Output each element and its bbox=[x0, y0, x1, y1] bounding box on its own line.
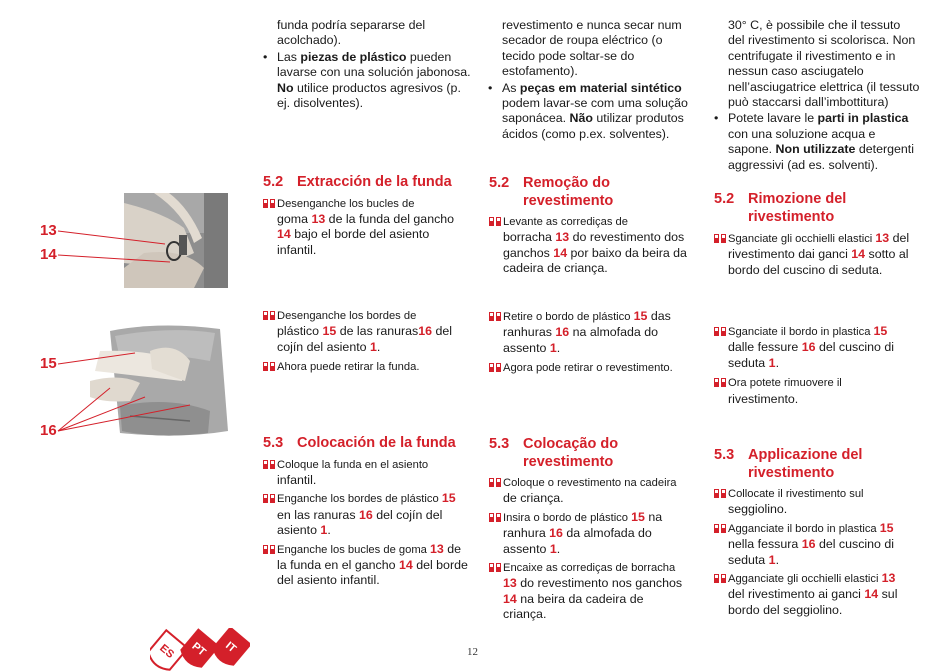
es-bullet-bold: No bbox=[277, 80, 294, 95]
step-text: . bbox=[556, 340, 561, 355]
step-text: na almofada do assento bbox=[503, 325, 659, 355]
step-text: borracha bbox=[503, 230, 556, 245]
step-text: goma bbox=[277, 211, 312, 226]
it-step-unhook-loops bbox=[714, 231, 919, 278]
step-text: del rivestimento ai ganci bbox=[728, 587, 865, 602]
figure-label-15: 15 bbox=[40, 355, 57, 372]
pt-bullet-text: As bbox=[502, 80, 520, 95]
hands-icon bbox=[263, 311, 275, 320]
hands-icon bbox=[714, 489, 726, 498]
step-text: . bbox=[556, 541, 561, 556]
pt-bullet-bold: Não bbox=[569, 111, 593, 126]
es-step-unhook-loops bbox=[263, 196, 463, 259]
lang-tab-label-pt: PT bbox=[189, 640, 208, 659]
figure-label-13: 13 bbox=[40, 222, 57, 239]
part-number: 1 bbox=[370, 339, 377, 354]
step-text: sotto al bordo del cuscino di seduta. bbox=[728, 247, 909, 277]
pt-top-text: revestimento e nunca secar num secador de roupa eléctrico (o tecido pode soltar-se do estofamento). bbox=[502, 18, 682, 79]
pt-heading-5-2 bbox=[489, 175, 694, 210]
part-number: 13 bbox=[503, 576, 517, 591]
es-step-place-cover bbox=[263, 457, 468, 489]
es-step-remove-cover bbox=[263, 359, 473, 375]
hands-icon bbox=[263, 199, 275, 208]
step-text: Sganciate il bordo in plastica bbox=[728, 326, 874, 338]
pt-step-remove-edge bbox=[489, 309, 694, 356]
step-text: da almofada do assento bbox=[503, 526, 652, 556]
part-number: 13 bbox=[875, 231, 890, 245]
step-text: del cojín del asiento bbox=[277, 507, 443, 538]
part-number: 14 bbox=[851, 247, 866, 262]
it-step-unhook-edge bbox=[714, 324, 919, 371]
step-text: do revestimento dos ganchos bbox=[503, 230, 685, 260]
it-step-hook-loops bbox=[714, 571, 914, 618]
pt-bullet-synthetic bbox=[488, 81, 694, 143]
step-text: del cuscino di seduta bbox=[728, 537, 895, 567]
step-text: Sganciate gli occhielli elastici bbox=[728, 233, 876, 245]
step-text: Retire o bordo de plástico bbox=[503, 311, 634, 323]
part-number: 15 bbox=[879, 520, 894, 535]
part-number: 14 bbox=[553, 245, 568, 260]
it-bullet-bold: parti in plastica bbox=[817, 111, 909, 126]
step-text: Desenganche los bordes de bbox=[277, 310, 417, 322]
part-number: 1 bbox=[549, 340, 557, 355]
step-text: do revestimento nos ganchos bbox=[516, 576, 683, 591]
part-number: 16 bbox=[358, 507, 373, 522]
es-heading-5-3 bbox=[263, 435, 478, 453]
it-section-5-3 bbox=[714, 447, 924, 618]
part-number: 14 bbox=[277, 227, 291, 242]
it-section-5-2-b bbox=[714, 324, 919, 407]
part-number: 16 bbox=[801, 537, 816, 552]
heading-number: 5.3 bbox=[263, 435, 284, 451]
leader-lines bbox=[0, 0, 240, 460]
part-number: 1 bbox=[549, 541, 557, 556]
part-number: 1 bbox=[768, 355, 776, 370]
step-text: rivestimento. bbox=[728, 391, 799, 406]
part-number: 15 bbox=[873, 324, 888, 338]
step-text: na ranhura bbox=[503, 509, 663, 541]
step-text: de la funda del gancho bbox=[325, 211, 455, 226]
es-step-hook-loops bbox=[263, 542, 468, 589]
it-bullet-bold: Non utilizzate bbox=[775, 142, 856, 157]
step-text: Enganche los bucles de goma bbox=[277, 543, 430, 556]
step-text: nella fessura bbox=[728, 537, 802, 552]
it-heading-5-2 bbox=[714, 191, 924, 226]
it-heading-5-3 bbox=[714, 447, 924, 482]
step-text: Agganciate gli occhielli elastici bbox=[728, 573, 882, 586]
heading-title: Remoção do revestimento bbox=[523, 175, 614, 209]
es-bullet-text: pueden lavarse con una solución jabonosa. bbox=[277, 49, 471, 80]
step-text: Enganche los bordes de plástico bbox=[277, 493, 442, 506]
es-step-unhook-edges bbox=[263, 308, 473, 355]
page-number: 12 bbox=[467, 646, 478, 658]
hands-icon bbox=[263, 460, 275, 469]
column-pt-top bbox=[502, 18, 694, 142]
step-text: Levante as corrediças de bbox=[503, 216, 629, 228]
heading-title: Rimozione del rivestimento bbox=[748, 191, 847, 225]
step-text: Ora potete rimuovere il bbox=[728, 377, 842, 390]
pt-section-5-2-b bbox=[489, 309, 694, 377]
step-text: del rivestimento dai ganci bbox=[728, 231, 910, 262]
heading-title: Extracción de la funda bbox=[297, 174, 452, 190]
it-bullet-text: con una soluzione acqua e sapone. bbox=[728, 126, 876, 157]
it-section-5-2 bbox=[714, 191, 924, 278]
step-text: Insira o bordo de plástico bbox=[503, 511, 632, 524]
it-step-hook-edge bbox=[714, 521, 914, 568]
heading-title: Applicazione del rivestimento bbox=[748, 447, 863, 481]
es-section-5-2 bbox=[263, 174, 478, 258]
hands-icon bbox=[489, 217, 501, 226]
part-number: 14 bbox=[864, 587, 879, 602]
step-text: dalle fessure bbox=[728, 340, 802, 355]
hands-icon bbox=[714, 327, 726, 336]
part-number: 15 bbox=[322, 324, 337, 339]
pt-step-insert-edge bbox=[489, 510, 689, 557]
it-top-text: 30° C, è possibile che il tessuto del rivestimento si scolorisca. Non centrifugate il rivestimento e in nessun caso asciugatelo nell’asciugatrice elettrica (il tessuto può staccarsi dall’imbottitura) bbox=[728, 18, 920, 110]
heading-title: Colocação do revestimento bbox=[523, 436, 619, 470]
pt-heading-5-3 bbox=[489, 436, 694, 471]
step-text: infantil. bbox=[277, 472, 317, 487]
es-section-5-3 bbox=[263, 435, 478, 589]
step-text: del cuscino di seduta bbox=[728, 340, 895, 370]
hands-icon bbox=[714, 574, 726, 583]
heading-number: 5.2 bbox=[263, 174, 284, 190]
step-text: de las ranuras bbox=[336, 324, 419, 339]
hands-icon bbox=[489, 478, 501, 487]
pt-bullet-text: podem lavar-se com uma solução saponácea. bbox=[502, 96, 688, 126]
step-text: seggiolino. bbox=[728, 502, 788, 517]
es-bullet-bold: piezas de plástico bbox=[300, 49, 407, 64]
step-text: plástico bbox=[277, 324, 323, 339]
step-text: na beira da cadeira de criança. bbox=[503, 591, 644, 622]
part-number: 16 bbox=[801, 340, 816, 355]
es-top-line2: acolchado). bbox=[277, 33, 342, 48]
pt-bullet-bold: peças em material sintético bbox=[519, 80, 682, 95]
hands-icon bbox=[489, 312, 501, 321]
step-text: Desenganche los bucles de bbox=[277, 197, 415, 210]
hands-icon bbox=[714, 234, 726, 243]
step-text: Coloque la funda en el asiento bbox=[277, 458, 429, 471]
part-number: 15 bbox=[441, 491, 456, 506]
part-number: 1 bbox=[320, 523, 328, 538]
step-text: . bbox=[327, 523, 331, 538]
hands-icon bbox=[263, 494, 275, 503]
hands-icon bbox=[489, 563, 501, 572]
step-text: en las ranuras bbox=[277, 507, 359, 522]
es-heading-5-2 bbox=[263, 174, 478, 192]
lang-tab-it bbox=[209, 628, 250, 670]
it-step-remove-cover bbox=[714, 375, 919, 407]
step-text: Agora pode retirar o revestimento. bbox=[503, 362, 673, 375]
pt-step-place-cover bbox=[489, 475, 689, 507]
step-text: Collocate il rivestimento sul bbox=[728, 488, 864, 500]
it-step-place-cover bbox=[714, 486, 914, 518]
heading-number: 5.3 bbox=[489, 436, 510, 452]
part-number: 1 bbox=[768, 552, 776, 567]
pt-bullet-text: utilizar produtos ácidos (como p.ex. solventes). bbox=[502, 111, 684, 141]
es-section-5-2-b bbox=[263, 308, 473, 376]
step-text: de la funda en el gancho bbox=[277, 541, 462, 572]
part-number: 14 bbox=[398, 557, 413, 572]
step-text: Encaixe as corrediças de borracha bbox=[503, 562, 676, 575]
step-text: . bbox=[775, 552, 780, 567]
heading-title: Colocación de la funda bbox=[297, 435, 456, 451]
part-number: 15 bbox=[633, 309, 648, 323]
es-bullet-text: utilice productos agresivos (p. ej. disolventes). bbox=[277, 80, 461, 111]
hands-icon bbox=[714, 524, 726, 533]
es-bullet-plastic bbox=[263, 50, 472, 112]
step-text: del cojín del asiento bbox=[277, 324, 453, 354]
pt-section-5-2 bbox=[489, 175, 694, 277]
step-text: del borde del asiento infantil. bbox=[277, 557, 468, 588]
es-top-line1: funda podría separarse del bbox=[277, 18, 426, 32]
step-text: por baixo da beira da cadeira de criança. bbox=[503, 245, 687, 276]
part-number: 13 bbox=[881, 571, 896, 586]
part-number: 13 bbox=[430, 541, 444, 556]
part-number: 13 bbox=[555, 230, 570, 245]
step-text: Ahora puede retirar la funda. bbox=[277, 361, 420, 374]
step-text: . bbox=[376, 339, 381, 354]
part-number: 16 bbox=[549, 526, 563, 541]
language-tabs bbox=[150, 628, 250, 672]
hands-icon bbox=[263, 545, 275, 554]
pt-step-lift-rubber bbox=[489, 214, 687, 277]
it-bullet-text: detergenti aggressivi (ad es. solventi). bbox=[728, 142, 914, 172]
step-text: das ranhuras bbox=[503, 309, 671, 340]
lang-tab-label-es: ES bbox=[157, 642, 177, 661]
column-it-top bbox=[728, 18, 920, 173]
part-number: 13 bbox=[311, 211, 326, 226]
hands-icon bbox=[263, 362, 275, 371]
column-es-top bbox=[277, 18, 472, 111]
step-text: Coloque o revestimento na cadeira bbox=[503, 477, 677, 489]
pt-step-hook-rubber bbox=[489, 560, 689, 623]
heading-number: 5.2 bbox=[489, 175, 510, 191]
figure-label-16: 16 bbox=[40, 422, 57, 439]
hands-icon bbox=[489, 513, 501, 522]
part-number: 14 bbox=[503, 591, 517, 606]
part-number: 16 bbox=[555, 325, 570, 340]
step-text: . bbox=[775, 355, 780, 370]
figure-label-14: 14 bbox=[40, 246, 57, 263]
it-bullet-plastic bbox=[714, 111, 920, 173]
pt-step-remove-cover bbox=[489, 360, 694, 376]
hands-icon bbox=[489, 363, 501, 372]
step-text: bajo el borde del asiento infantil. bbox=[277, 227, 430, 257]
pt-section-5-3 bbox=[489, 436, 694, 623]
heading-number: 5.2 bbox=[714, 191, 735, 207]
it-bullet-text: Potete lavare le bbox=[728, 111, 818, 126]
heading-number: 5.3 bbox=[714, 447, 735, 463]
step-text: sul bordo del seggiolino. bbox=[728, 587, 898, 617]
es-step-hook-edges bbox=[263, 491, 468, 538]
step-text: Agganciate il bordo in plastica bbox=[728, 522, 880, 535]
part-number: 15 bbox=[631, 509, 645, 524]
part-number: 16 bbox=[418, 324, 433, 339]
step-text: de criança. bbox=[503, 491, 564, 506]
lang-tab-label-it: IT bbox=[223, 639, 239, 656]
hands-icon bbox=[714, 378, 726, 387]
es-bullet-text: Las bbox=[277, 49, 301, 64]
